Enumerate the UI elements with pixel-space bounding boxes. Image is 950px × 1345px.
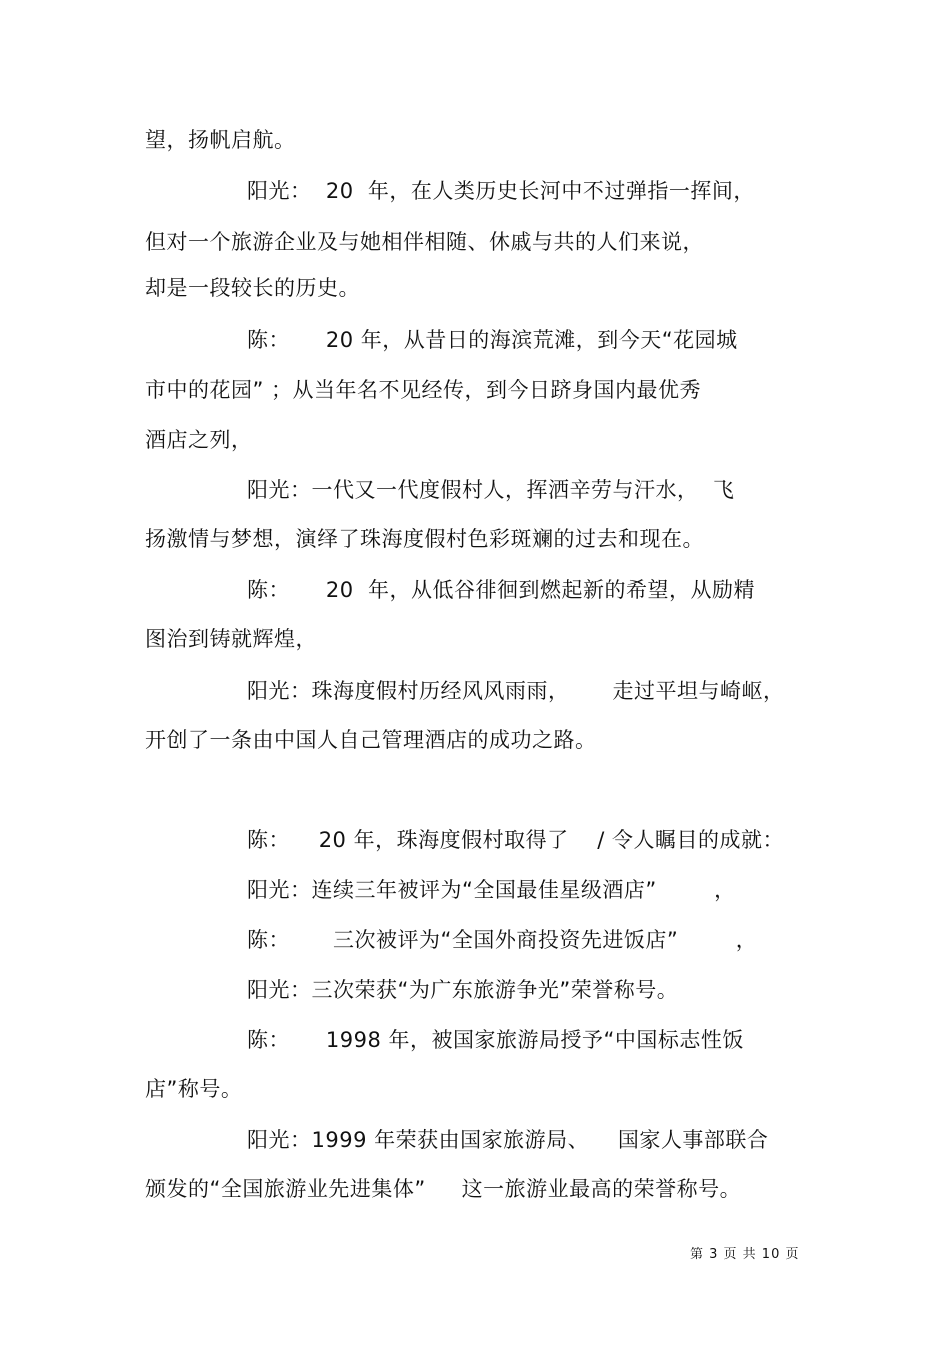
text-line-20: 阳光：1999 年荣获由国家旅游局、 国家人事部联合	[247, 1128, 769, 1152]
text-line-18: 陈： 1998 年，被国家旅游局授予“中国标志性饭	[247, 1028, 744, 1052]
text-line-17: 阳光：三次荣获“为广东旅游争光”荣誉称号。	[247, 978, 679, 1002]
text-line-10: 陈： 20 年，从低谷徘徊到燃起新的希望，从励精	[247, 578, 755, 602]
text-line-3: 但对一个旅游企业及与她相伴相随、休戚与共的人们来说，	[145, 230, 704, 254]
text-line-12: 阳光：珠海度假村历经风风雨雨， 走过平坦与崎岖，	[247, 679, 785, 703]
text-line-11: 图治到铸就辉煌，	[145, 627, 317, 651]
page-number-footer: 第 3 页 共 10 页	[690, 1247, 800, 1262]
text-line-6: 市中的花园” ；从当年名不见经传，到今日跻身国内最优秀	[145, 378, 702, 402]
text-line-15: 阳光：连续三年被评为“全国最佳星级酒店” ，	[247, 878, 736, 902]
text-line-5: 陈： 20 年，从昔日的海滨荒滩，到今天“花园城	[247, 328, 738, 352]
text-line-1: 望，扬帆启航。	[145, 128, 296, 152]
text-line-14: 陈： 20 年，珠海度假村取得了 / 令人瞩目的成就：	[247, 828, 785, 852]
text-line-7: 酒店之列，	[145, 428, 253, 452]
text-line-8: 阳光：一代又一代度假村人，挥洒辛劳与汗水， 飞	[247, 478, 735, 502]
text-line-13: 开创了一条由中国人自己管理酒店的成功之路。	[145, 728, 597, 752]
text-line-4: 却是一段较长的历史。	[145, 276, 360, 300]
text-line-19: 店”称号。	[145, 1077, 243, 1101]
text-line-9: 扬激情与梦想，演绎了珠海度假村色彩斑斓的过去和现在。	[145, 527, 704, 551]
text-line-2: 阳光： 20 年，在人类历史长河中不过弹指一挥间，	[247, 179, 755, 203]
text-line-16: 陈： 三次被评为“全国外商投资先进饭店” ，	[247, 928, 758, 952]
text-line-21: 颁发的“全国旅游业先进集体” 这一旅游业最高的荣誉称号。	[145, 1177, 742, 1201]
